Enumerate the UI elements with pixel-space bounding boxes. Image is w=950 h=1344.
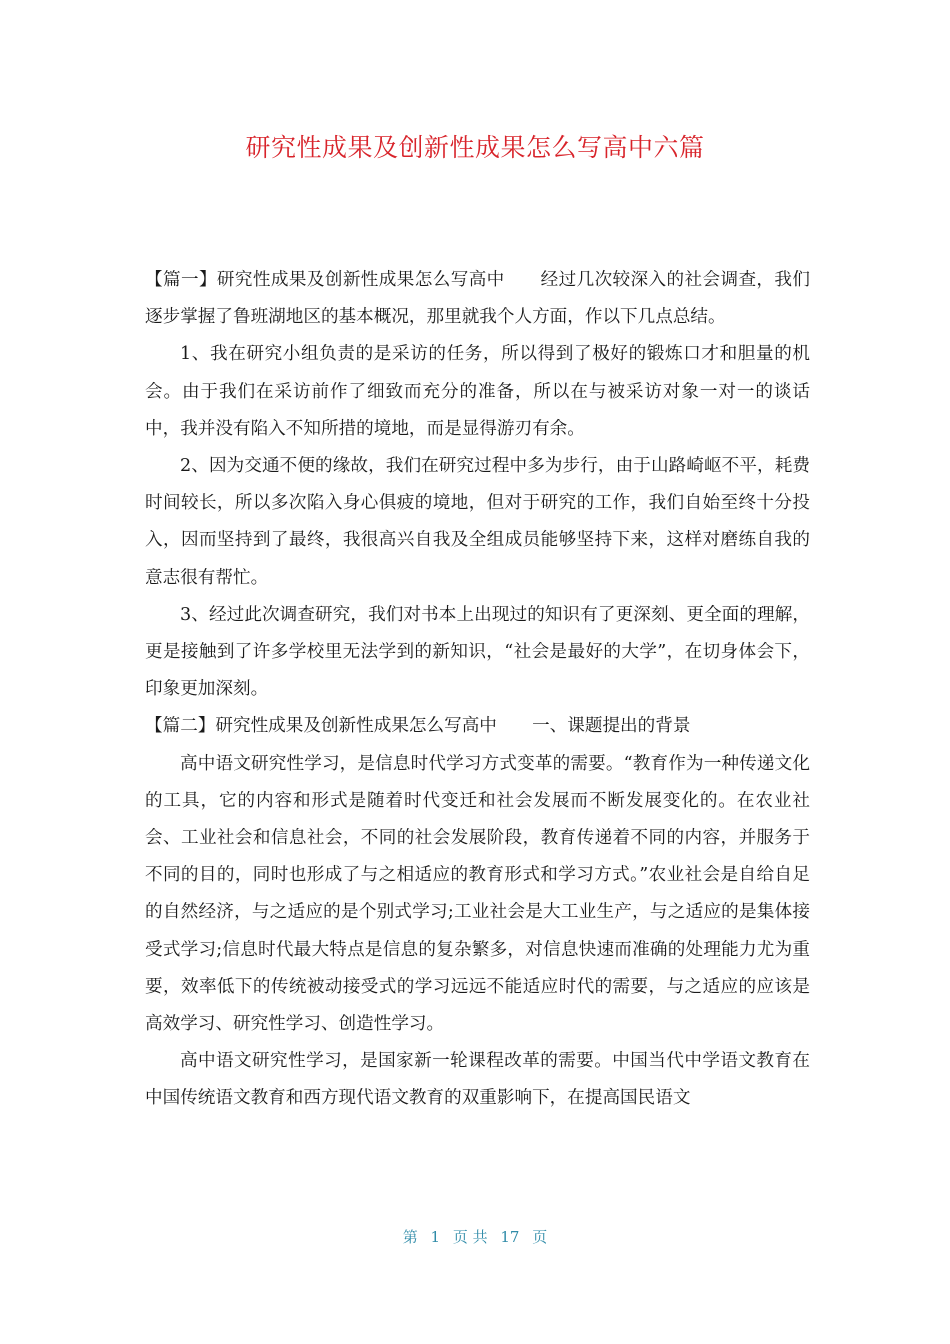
footer-total-pages: 17 [500,1228,520,1246]
footer-prefix: 第 [402,1228,418,1246]
paragraph-background-1: 高中语文研究性学习，是信息时代学习方式变革的需要。“教育作为一种传递文化的工具，它的内容和形式是随着时代变迁和社会发展而不断发展变化的。在农业社会、工业社会和信息社会，不同的社会发展阶段，教育传递着不同的内容，并服务于不同的目的，同时也形成了与之相适应的教育形式和学习方式。”农业社会是自给自足的自然经济，与之适应的是个别式学习;工业社会是大工业生产，与之适应的是集体接受式学习;信息时代最大特点是信息的复杂繁多，对信息快速而准确的处理能力尤为重要，效率低下的传统被动接受式的学习远远不能适应时代的需要，与之适应的应该是高效学习、研究性学习、创造性学习。 [145,753,810,1035]
paragraph-point-3: 3、经过此次调查研究，我们对书本上出现过的知识有了更深刻、更全面的理解，更是接触到了许多学校里无法学到的新知识，“社会是最好的大学”，在切身体会下，印象更加深刻。 [145,604,810,700]
paragraph-section-two-heading: 【篇二】研究性成果及创新性成果怎么写高中 一、课题提出的背景 [145,716,691,737]
footer-suffix: 页 [532,1228,548,1246]
paragraph-background-2: 高中语文研究性学习，是国家新一轮课程改革的需要。中国当代中学语文教育在中国传统语文教育和西方现代语文教育的双重影响下，在提高国民语文 [145,1051,810,1109]
paragraph-point-1: 1、我在研究小组负责的是采访的任务，所以得到了极好的锻炼口才和胆量的机会。由于我们在采访前作了细致而充分的准备，所以在与被采访对象一对一的谈话中，我并没有陷入不知所措的境地，而是显得游刃有余。 [145,344,810,439]
document-body [145,262,810,1118]
paragraph-point-2: 2、因为交通不便的缘故，我们在研究过程中多为步行，由于山路崎岖不平，耗费时间较长，所以多次陷入身心俱疲的境地，但对于研究的工作，我们自始至终十分投入，因而坚持到了最终，我很高兴自我及全组成员能够坚持下来，这样对磨练自我的意志很有帮忙。 [145,456,810,588]
page-footer [0,1226,950,1247]
document-title: 研究性成果及创新性成果怎么写高中六篇 [245,133,705,162]
footer-middle: 页 共 [452,1228,488,1246]
footer-current-page: 1 [430,1228,441,1246]
paragraph-section-one-intro: 【篇一】研究性成果及创新性成果怎么写高中 经过几次较深入的社会调查，我们逐步掌握了鲁班湖地区的基本概况，那里就我个人方面，作以下几点总结。 [145,270,810,328]
